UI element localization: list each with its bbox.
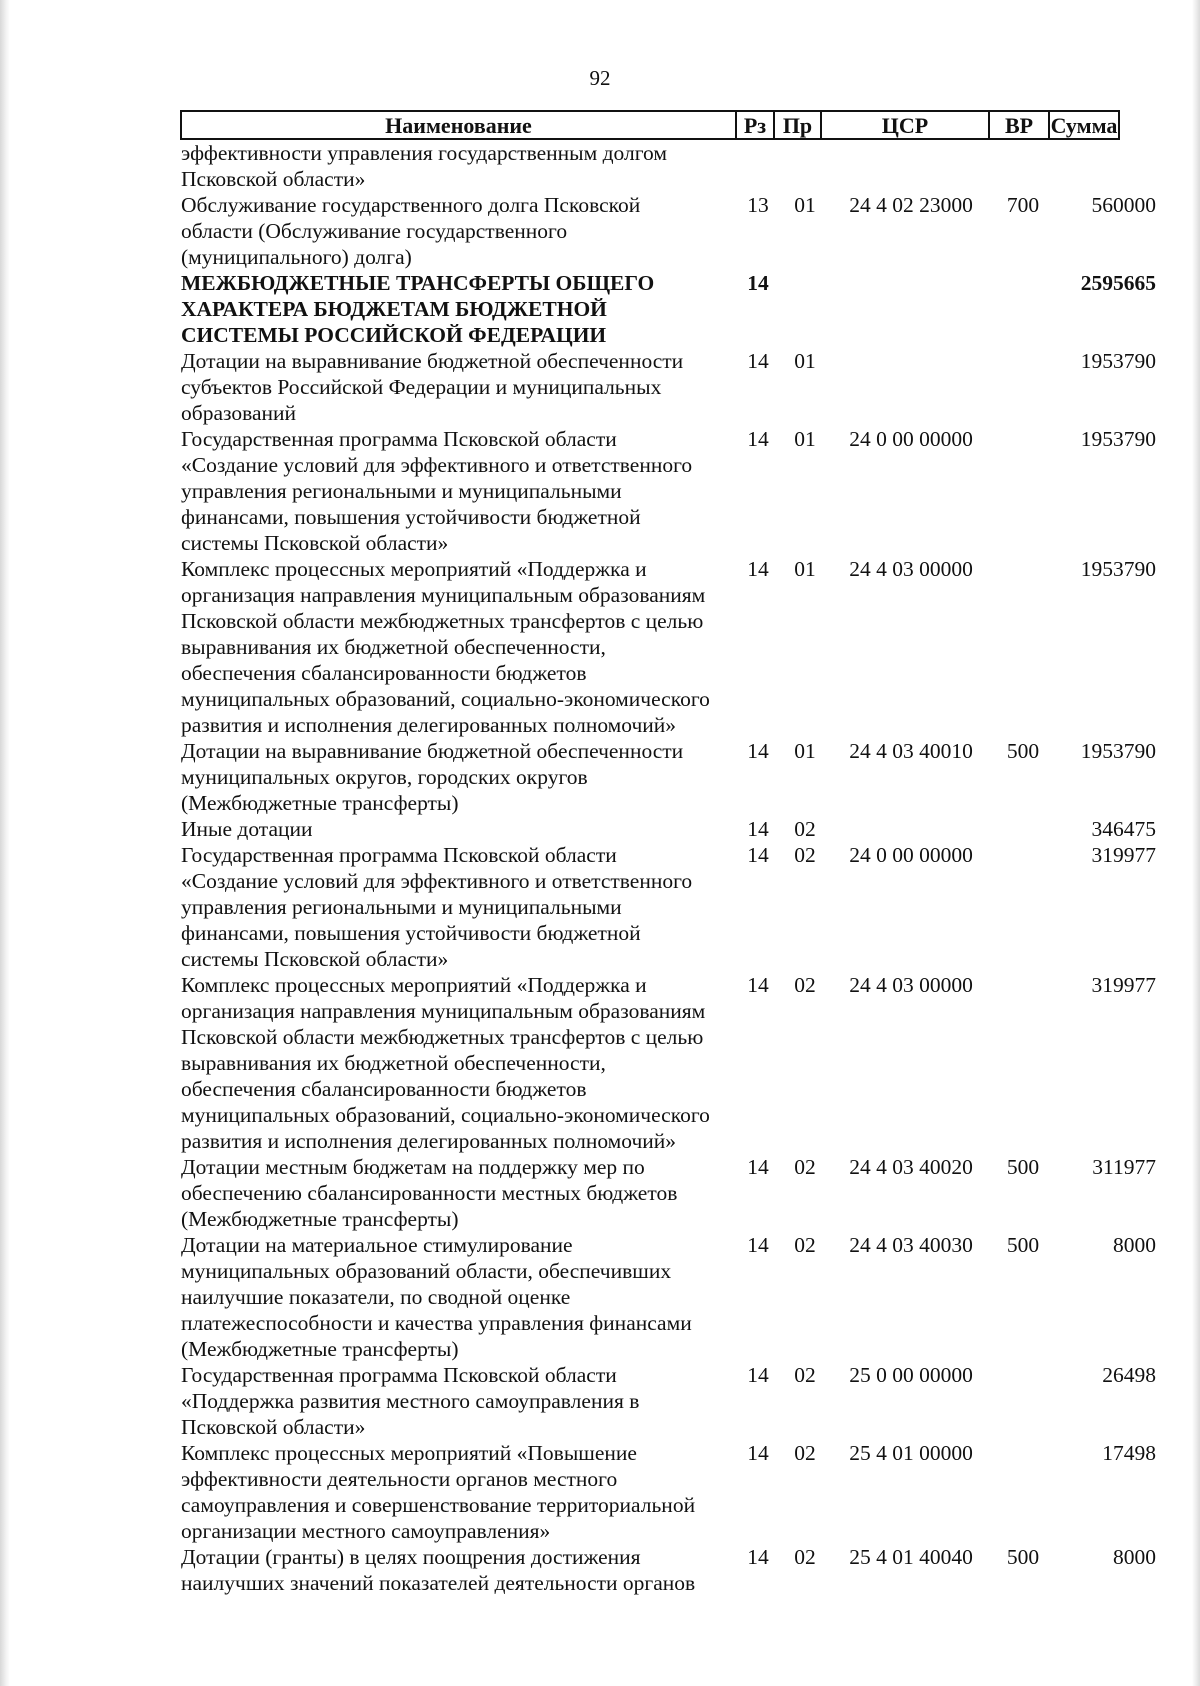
table-row [0, 192, 1200, 270]
row-vr: 500 [1006, 1233, 1040, 1257]
row-rz: 14 [747, 557, 769, 581]
row-csr: 25 4 01 00000 [849, 1441, 973, 1465]
header-pr: Пр [775, 112, 822, 138]
table-row [0, 426, 1200, 556]
row-sum: 319977 [1091, 843, 1156, 867]
row-name: Дотации на выравнивание бюджетной обеспеченности муниципальных округов, городских округов (Межбюджетные трансферты) [181, 739, 684, 815]
row-pr: 02 [794, 817, 816, 841]
header-name: Наименование [182, 112, 737, 138]
row-rz: 14 [747, 1233, 769, 1257]
row-vr: 500 [1006, 1155, 1040, 1179]
row-pr: 02 [794, 1441, 816, 1465]
row-rz: 14 [747, 1155, 769, 1179]
row-name: Государственная программа Псковской области «Поддержка развития местного самоуправления в Псковской области» [181, 1363, 640, 1439]
table-row [0, 1154, 1200, 1232]
row-name: Обслуживание государственного долга Псковской области (Обслуживание государственного (муниципального) долга) [181, 193, 641, 269]
page-number: 92 [589, 66, 611, 90]
row-pr: 02 [794, 843, 816, 867]
row-csr: 25 4 01 40040 [849, 1545, 973, 1569]
table-row [0, 140, 1200, 192]
header-sum: Сумма [1050, 113, 1118, 138]
row-csr: 24 4 03 40030 [849, 1233, 973, 1257]
row-sum: 560000 [1091, 193, 1156, 217]
row-rz: 14 [747, 1441, 769, 1465]
row-sum: 26498 [1102, 1363, 1156, 1387]
row-rz: 14 [747, 843, 769, 867]
row-csr: 24 4 03 00000 [849, 973, 973, 997]
row-rz: 14 [747, 973, 769, 997]
row-pr: 02 [794, 1363, 816, 1387]
row-name: Комплекс процессных мероприятий «Повышение эффективности деятельности органов местного самоуправления и совершенствование территориальной организации местного самоуправления» [181, 1441, 696, 1543]
row-name: Иные дотации [181, 817, 313, 841]
row-pr: 01 [794, 739, 816, 763]
row-sum: 2595665 [1080, 271, 1156, 295]
row-name: эффективности управления государственным долгом Псковской области» [181, 141, 667, 191]
table-row [0, 972, 1200, 1154]
row-pr: 02 [794, 1155, 816, 1179]
row-name: Дотации местным бюджетам на поддержку мер по обеспечению сбалансированности местных бюджетов (Межбюджетные трансферты) [181, 1155, 678, 1231]
row-sum: 8000 [1113, 1233, 1156, 1257]
row-pr: 01 [794, 349, 816, 373]
table-row [0, 738, 1200, 816]
row-csr: 24 4 03 40010 [849, 739, 973, 763]
table-row [0, 1232, 1200, 1362]
row-csr: 24 4 03 00000 [849, 557, 973, 581]
row-name: Дотации (гранты) в целях поощрения достижения наилучших значений показателей деятельности органов [181, 1545, 696, 1595]
row-name: МЕЖБЮДЖЕТНЫЕ ТРАНСФЕРТЫ ОБЩЕГО ХАРАКТЕРА БЮДЖЕТАМ БЮДЖЕТНОЙ СИСТЕМЫ РОССИЙСКОЙ ФЕДЕРАЦИИ [181, 271, 655, 347]
row-name: Комплекс процессных мероприятий «Поддержка и организация направления муниципальным образованиям Псковской области межбюджетных трансфертов с целью выравнивания их бюджетной обеспеченности, обеспечения сбалансированности бюджетов муниципальных образований, социально-экономического развития и исполнения делегированных полномочий» [181, 557, 710, 737]
table-row [0, 842, 1200, 972]
row-sum: 1953790 [1080, 349, 1156, 373]
row-rz: 14 [747, 271, 769, 295]
row-rz: 14 [747, 1545, 769, 1569]
table-row [0, 1362, 1200, 1440]
table-header [180, 110, 1120, 140]
row-rz: 14 [747, 817, 769, 841]
row-pr: 01 [794, 427, 816, 451]
row-rz: 13 [747, 193, 769, 217]
row-sum: 1953790 [1080, 739, 1156, 763]
row-csr: 24 0 00 00000 [849, 427, 973, 451]
row-vr: 500 [1006, 1545, 1040, 1569]
row-vr: 500 [1006, 739, 1040, 763]
row-pr: 02 [794, 973, 816, 997]
table-row [0, 816, 1200, 842]
row-sum: 311977 [1092, 1155, 1156, 1179]
row-pr: 01 [794, 193, 816, 217]
row-sum: 1953790 [1080, 557, 1156, 581]
row-csr: 24 4 02 23000 [849, 193, 973, 217]
row-sum: 1953790 [1080, 427, 1156, 451]
row-sum: 8000 [1113, 1545, 1156, 1569]
row-rz: 14 [747, 739, 769, 763]
row-name: Государственная программа Псковской области «Создание условий для эффективного и ответственного управления региональными и муниципальными финансами, повышения устойчивости бюджетной системы Псковской области» [181, 843, 693, 971]
header-rz: Рз [737, 112, 775, 138]
row-rz: 14 [747, 349, 769, 373]
row-rz: 14 [747, 1363, 769, 1387]
table-row [0, 556, 1200, 738]
table-row [0, 348, 1200, 426]
table-row [0, 1544, 1200, 1596]
row-csr: 25 0 00 00000 [849, 1363, 973, 1387]
row-rz: 14 [747, 427, 769, 451]
row-name: Государственная программа Псковской области «Создание условий для эффективного и ответственного управления региональными и муниципальными финансами, повышения устойчивости бюджетной системы Псковской области» [181, 427, 693, 555]
table-row [0, 1440, 1200, 1544]
row-sum: 346475 [1091, 817, 1156, 841]
row-pr: 02 [794, 1545, 816, 1569]
row-name: Дотации на материальное стимулирование муниципальных образований области, обеспечивших наилучшие показатели, по сводной оценке платежеспособности и качества управления финансами (Межбюджетные трансферты) [181, 1233, 692, 1361]
header-csr: ЦСР [822, 112, 990, 138]
row-name: Комплекс процессных мероприятий «Поддержка и организация направления муниципальным образованиям Псковской области межбюджетных трансфертов с целью выравнивания их бюджетной обеспеченности, обеспечения сбалансированности бюджетов муниципальных образований, социально-экономического развития и исполнения делегированных полномочий» [181, 973, 710, 1153]
row-vr: 700 [1006, 193, 1040, 217]
header-vr: ВР [990, 112, 1050, 138]
row-csr: 24 4 03 40020 [849, 1155, 973, 1179]
table-row [0, 270, 1200, 348]
row-sum: 17498 [1102, 1441, 1156, 1465]
row-name: Дотации на выравнивание бюджетной обеспеченности субъектов Российской Федерации и муниципальных образований [181, 349, 684, 425]
row-csr: 24 0 00 00000 [849, 843, 973, 867]
row-pr: 02 [794, 1233, 816, 1257]
table-body [0, 140, 1200, 1596]
row-sum: 319977 [1091, 973, 1156, 997]
row-pr: 01 [794, 557, 816, 581]
